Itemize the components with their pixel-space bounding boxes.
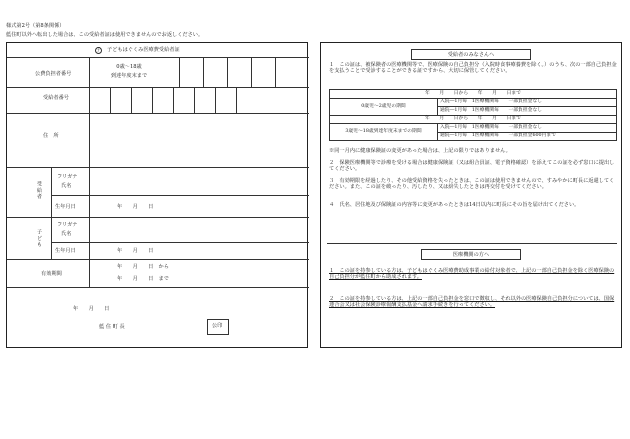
child-mark-icon: 子 xyxy=(96,48,101,53)
issuer-name: 藍 住 町 長 xyxy=(99,324,125,330)
copay-period-2: 年 月 日から 年 月 日まで xyxy=(330,115,617,124)
certificate-title: 子どもはぐくみ医療費受給者証 xyxy=(107,47,180,53)
child-furigana-label: フリガナ xyxy=(57,222,78,228)
copay-row2-outpatient: 通院―1月毎 1医療機関毎 一部負担金600円まで xyxy=(438,132,617,141)
medical-institution-title: 医療機関の方へ xyxy=(421,249,521,260)
validity-from: 年 月 日 から xyxy=(117,264,169,270)
recipients-notice-title: 受給者のみなさんへ xyxy=(411,49,531,60)
copay-row1-label: 0歳児～2歳児の期間 xyxy=(330,98,438,115)
copay-row2-inpatient: 入院―1月毎 1医療機関毎 一部負担金なし xyxy=(438,124,617,133)
notice-card xyxy=(320,42,622,348)
child-dob-label: 生年月日 xyxy=(55,248,76,254)
recipient-group-label: 受給者 xyxy=(35,181,42,200)
recipient-certificate-card xyxy=(6,42,308,348)
notice-item-3: ３ 有効期限を経過したり、その他受給資格を失ったときは、この証は使用できませんので、すみやかに町長に返還してください。また、この証を破ったり、汚したり、又は紛失したときは再交付を受けてください。 xyxy=(329,178,615,190)
form-number: 様式第2号（第8条関係） xyxy=(6,23,65,29)
payer-number-label: 公費負担者番号 xyxy=(35,71,72,77)
recipient-name-label: 氏名 xyxy=(61,183,72,189)
validity-to: 年 月 日 まで xyxy=(117,276,169,282)
recipient-number-label: 受給者番号 xyxy=(43,95,69,101)
copay-row1-inpatient: 入院―1月毎 1医療機関毎 一部負担金なし xyxy=(438,98,617,107)
notice-item-2: ２ 保険医療機関等で診療を受ける場合は健康保険証（又は組合員証、電子資格確認）を添えてこの証を必ず窓口に提出してください。 xyxy=(329,160,615,172)
copay-note: ※同一月内に健康保険証の変更があった場合は、上記の限りではありません。 xyxy=(329,148,511,154)
address-label: 住 所 xyxy=(43,133,59,139)
recipient-furigana-label: フリガナ xyxy=(57,174,78,180)
child-group-label: 子ども xyxy=(35,229,42,248)
copay-table xyxy=(329,89,617,141)
recipient-dob-value: 年 月 日 xyxy=(117,204,154,210)
copay-row1-outpatient: 通院―1月毎 1医療機関毎 一部負担金なし xyxy=(438,107,617,116)
header-notice: 藍住町以外へ転出した場合は、この受給者証は使用できませんのでお返しください。 xyxy=(6,32,204,38)
notice-item-4: ４ 氏名、居住地及び保険証の内容等に変更があったときは14日以内に町長にその旨を届け出てください。 xyxy=(329,202,580,208)
notice-item-1: １ この証は、被保険者の医療機関等で、医療保険の自己負担分（入院時食事療養費を除く。）のうち、次の一部自己負担金を支払うことで受診することができる証ですから、大切に保管してください。 xyxy=(329,62,617,74)
issue-date: 年 月 日 xyxy=(73,306,110,312)
payer-range: 0歳～18歳 xyxy=(116,64,142,70)
copay-period-1: 年 月 日から 年 月 日まで xyxy=(330,90,617,99)
copay-row2-label: 3歳児～18歳到達年度末までの期間 xyxy=(330,124,438,141)
medical-item-1: １ この証を持参している方は、子どもはぐくみ医療費助成事業の給付対象者で、上記の一部自己負担金を除く医療保険の自己負担分が藍住町から助成されます。 xyxy=(329,268,615,280)
child-dob-value: 年 月 日 xyxy=(117,248,154,254)
payer-range-end: 到達年度末まで xyxy=(110,73,148,79)
medical-item-2: ２ この証を持参している方は、上記の一部自己負担金を窓口で徴収し、それ以外の医療保険自己負担分については、国保連合会又は社会保険診療報酬支払基金へ請求手続きを行ってください。 xyxy=(329,296,615,308)
official-seal-label: 公印 xyxy=(212,323,223,329)
child-name-label: 氏名 xyxy=(61,231,72,237)
recipient-dob-label: 生年月日 xyxy=(55,204,76,210)
validity-label: 有効期間 xyxy=(41,271,62,277)
